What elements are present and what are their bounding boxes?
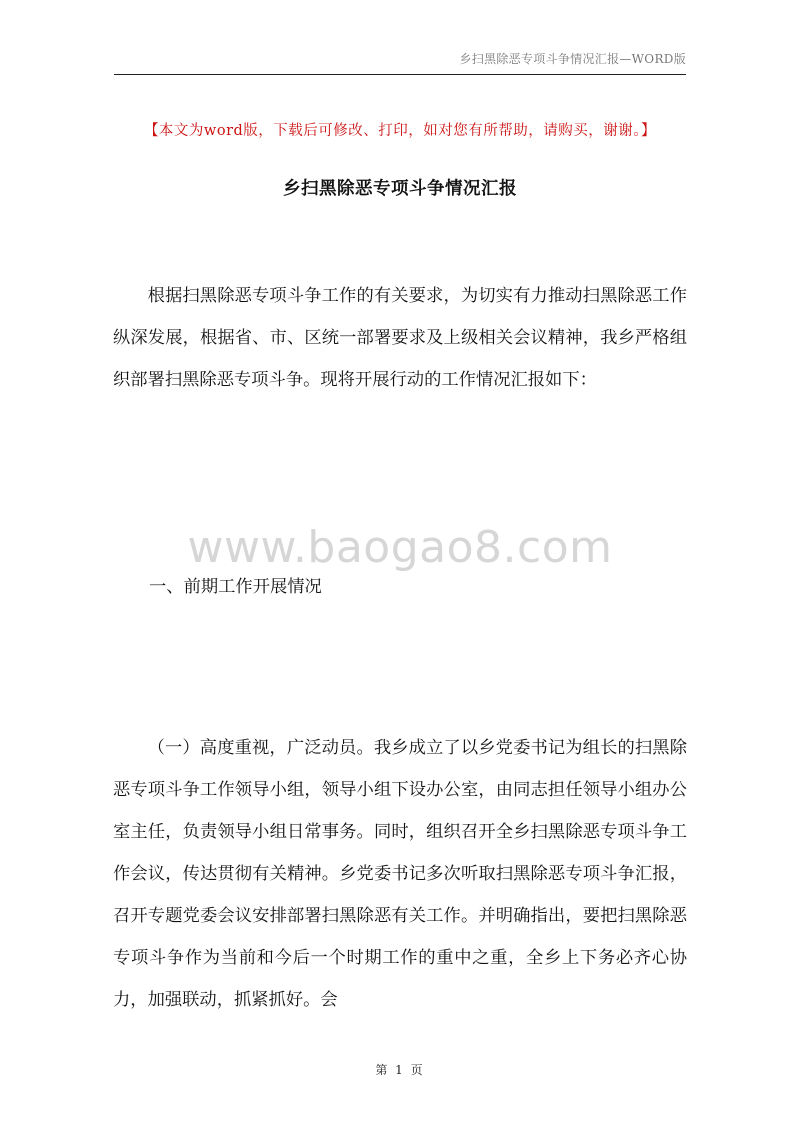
running-header-title: 乡扫黑除恶专项斗争情况汇报—WORD版: [459, 52, 686, 66]
intro-paragraph: 根据扫黑除恶专项斗争工作的有关要求，为切实有力推动扫黑除恶工作纵深发展，根据省、市、区统一部署要求及上级相关会议精神，我乡严格组织部署扫黑除恶专项斗争。现将开展行动的工作情况汇报如下：: [113, 286, 687, 390]
detail-paragraph: （一）高度重视，广泛动员。我乡成立了以乡党委书记为组长的扫黑除恶专项斗争工作领导小组，领导小组下设办公室，由同志担任领导小组办公室主任，负责领导小组日常事务。同时，组织召开全乡扫黑除恶专项斗争工作会议，传达贯彻有关精神。乡党委书记多次听取扫黑除恶专项斗争汇报，召开专题党委会议安排部署扫黑除恶有关工作。并明确指出，要把扫黑除恶专项斗争作为当前和今后一个时期工作的重中之重，全乡上下务必齐心协力，加强联动，抓紧抓好。会: [113, 738, 687, 1010]
download-notice: 【本文为word版，下载后可修改、打印，如对您有所帮助，请购买，谢谢。】: [143, 123, 657, 139]
document-title: 乡扫黑除恶专项斗争情况汇报: [283, 179, 517, 199]
watermark: www.baogao8.com: [187, 522, 613, 573]
page-number: 第 1 页: [375, 1063, 425, 1077]
header-divider: [114, 74, 686, 75]
section-heading: 一、前期工作开展情况: [149, 577, 322, 597]
